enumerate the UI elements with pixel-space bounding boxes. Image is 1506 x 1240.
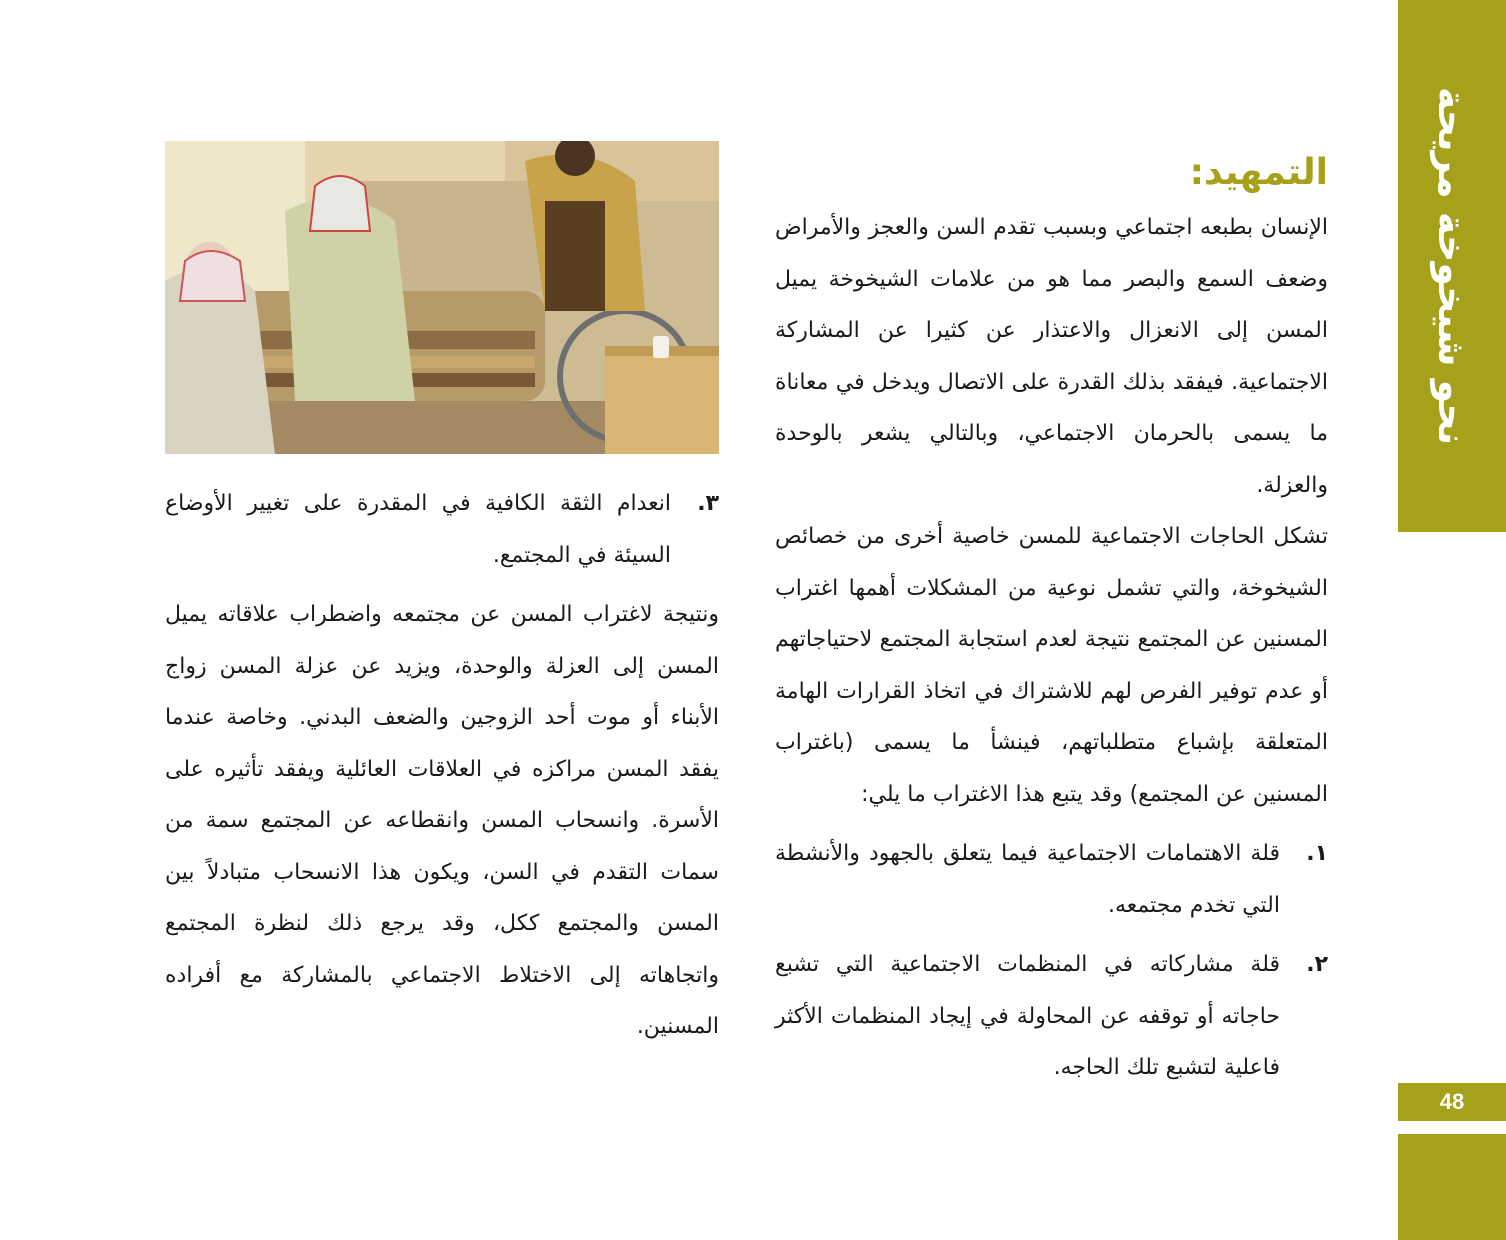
section-heading: التمهيد: [1189, 152, 1328, 193]
photo-illustration [165, 141, 719, 454]
list-item-number: ١. [1306, 841, 1328, 866]
intro-paragraph: الإنسان بطبعه اجتماعي وبسبب تقدم السن والعجز والأمراض وضعف السمع والبصر مما هو من علامات الشيخوخة يميل المسن إلى الانعزال والاعتذار عن كثيرا عن المشاركة الاجتماعية. فيفقد بذلك القدرة على الاتصال ويدخل في معاناة ما يسمى بالحرمان الاجتماعي، وبالتالي يشعر بالوحدة والعزلة. [775, 215, 1328, 498]
list-item-text: قلة الاهتمامات الاجتماعية فيما يتعلق بالجهود والأنشطة التي تخدم مجتمعه. [775, 841, 1280, 918]
page-number: 48 [1398, 1083, 1506, 1121]
left-column [165, 478, 719, 1053]
elderly-people-photo [165, 141, 719, 454]
list-item [775, 939, 1328, 1094]
list-item-number: ٣. [697, 491, 719, 516]
list-item-text: قلة مشاركاته في المنظمات الاجتماعية التي تشبع حاجاته أو توقفه عن المحاولة في إيجاد المنظمات الأكثر فاعلية لتشبع تلك الحاجه. [775, 952, 1280, 1080]
list-item-number: ٢. [1306, 952, 1328, 977]
needs-paragraph: تشكل الحاجات الاجتماعية للمسن خاصية أخرى من خصائص الشيخوخة، والتي تشمل نوعية من المشكلات أهمها اغتراب المسنين عن المجتمع نتيجة لعدم استجابة المجتمع لاحتياجاتهم أو عدم توفير الفرص لهم للاشتراك في اتخاذ القرارات الهامة المتعلقة بإشباع متطلباتهم، فينشأ ما يسمى (باغتراب المسنين عن المجتمع) وقد يتبع هذا الاغتراب ما يلي: [775, 524, 1328, 807]
right-column [775, 148, 1328, 1102]
side-title-band [1398, 0, 1506, 532]
bottom-decor-band [1398, 1134, 1506, 1240]
list-item [165, 478, 719, 581]
book-title: نحو شيخوخة مريحة [1430, 86, 1474, 446]
isolation-paragraph: ونتيجة لاغتراب المسن عن مجتمعه واضطراب علاقاته يميل المسن إلى العزلة والوحدة، ويزيد عن عزلة المسن زواج الأبناء أو موت أحد الزوجين والضعف البدني. وخاصة عندما يفقد المسن مراكزه في العلاقات العائلية ويفقد تأثيره على الأسرة. وانسحاب المسن وانقطاعه عن المجتمع سمة من سمات التقدم في السن، ويكون هذا الانسحاب متبادلاً بين المسن والمجتمع ككل، وقد يرجع ذلك لنظرة المجتمع واتجاهاته إلى الاختلاط الاجتماعي بالمشاركة مع أفراده المسنين. [165, 602, 719, 1039]
list-item [775, 828, 1328, 931]
list-item-text: انعدام الثقة الكافية في المقدرة على تغيير الأوضاع السيئة في المجتمع. [165, 491, 671, 568]
